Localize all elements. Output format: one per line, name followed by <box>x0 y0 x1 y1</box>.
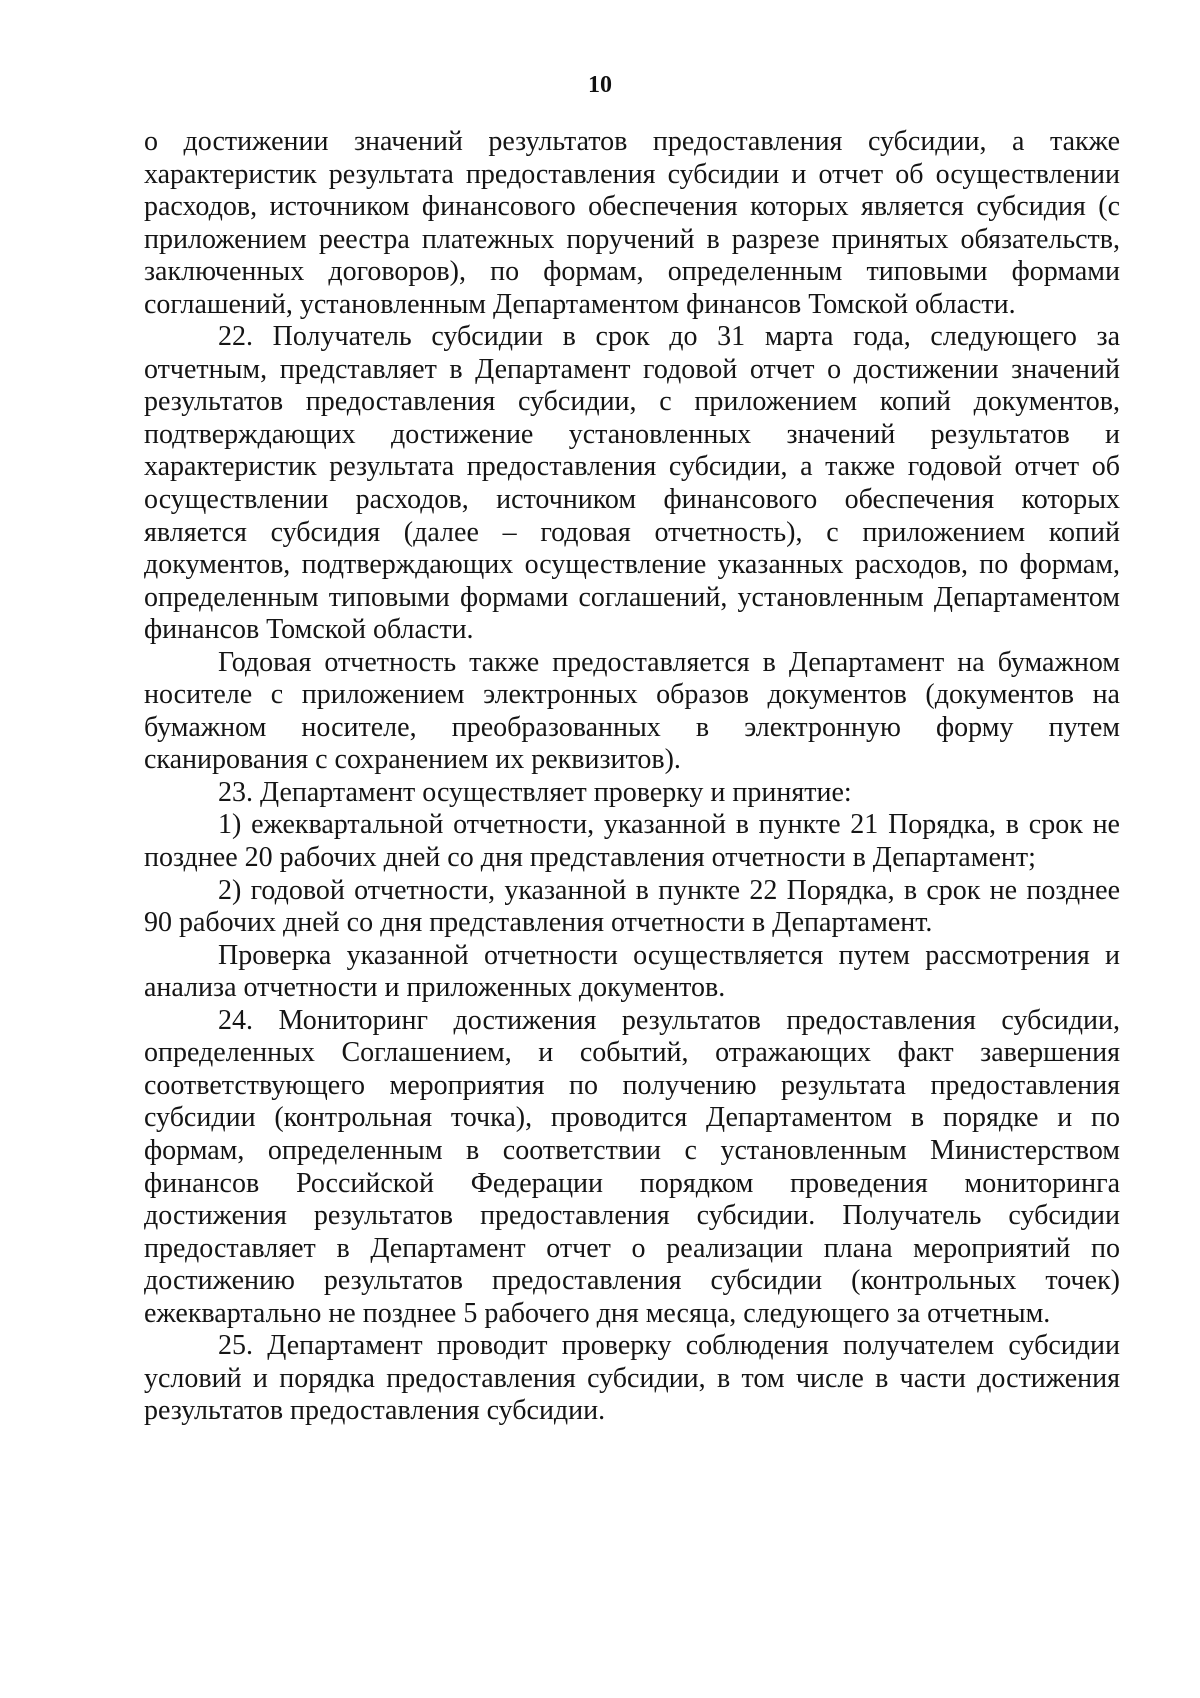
page-number: 10 <box>588 72 612 98</box>
paragraph-continuation: о достижении значений результатов предоставления субсидии, а также характеристик результата предоставления субсидии и отчет об осуществлении расходов, источником финансового обеспечения которых является субсидия (с приложением реестра платежных поручений в разрезе принятых обязательств, заключенных договоров), по формам, определенным типовыми формами соглашений, установленным Департаментом финансов Томской области. <box>144 126 1120 320</box>
paragraph-23: 23. Департамент осуществляет проверку и принятие: <box>218 776 852 808</box>
paragraph-25: 25. Департамент проводит проверку соблюдения получателем субсидии условий и порядка предоставления субсидии, в том числе в части достижения результатов предоставления субсидии. <box>144 1330 1120 1427</box>
paragraph-verification: Проверка указанной отчетности осуществляется путем рассмотрения и анализа отчетности и приложенных документов. <box>144 939 1120 1004</box>
list-item-2: 2) годовой отчетности, указанной в пункте 22 Порядка, в срок не позднее 90 рабочих дней со дня представления отчетности в Департамент. <box>144 874 1120 939</box>
paragraph-24: 24. Мониторинг достижения результатов предоставления субсидии, определенных Соглашением, и событий, отражающих факт завершения соответствующего мероприятия по получению результата предоставления субсидии (контрольная точка), проводится Департаментом в порядке и по формам, определенным в соответствии с установленным Министерством финансов Российской Федерации порядком проведения мониторинга достижения результатов предоставления субсидии. Получатель субсидии предоставляет в Департамент отчет о реализации плана мероприятий по достижению результатов предоставления субсидии (контрольных точек) ежеквартально не позднее 5 рабочего дня месяца, следующего за отчетным. <box>144 1004 1120 1329</box>
document-body <box>144 126 1120 1428</box>
paragraph-22: 22. Получатель субсидии в срок до 31 марта года, следующего за отчетным, представляет в Департамент годовой отчет о достижении значений результатов предоставления субсидии, с приложением копий документов, подтверждающих достижение установленных значений результатов и характеристик результата предоставления субсидии, а также годовой отчет об осуществлении расходов, источником финансового обеспечения которых является субсидия (далее – годовая отчетность), с приложением копий документов, подтверждающих осуществление указанных расходов, по формам, определенным типовыми формами соглашений, установленным Департаментом финансов Томской области. <box>144 321 1120 646</box>
list-item-1: 1) ежеквартальной отчетности, указанной в пункте 21 Порядка, в срок не позднее 20 рабочих дней со дня представления отчетности в Департамент; <box>144 809 1120 874</box>
paragraph-annual-reporting: Годовая отчетность также предоставляется в Департамент на бумажном носителе с приложением электронных образов документов (документов на бумажном носителе, преобразованных в электронную форму путем сканирования с сохранением их реквизитов). <box>144 646 1120 776</box>
